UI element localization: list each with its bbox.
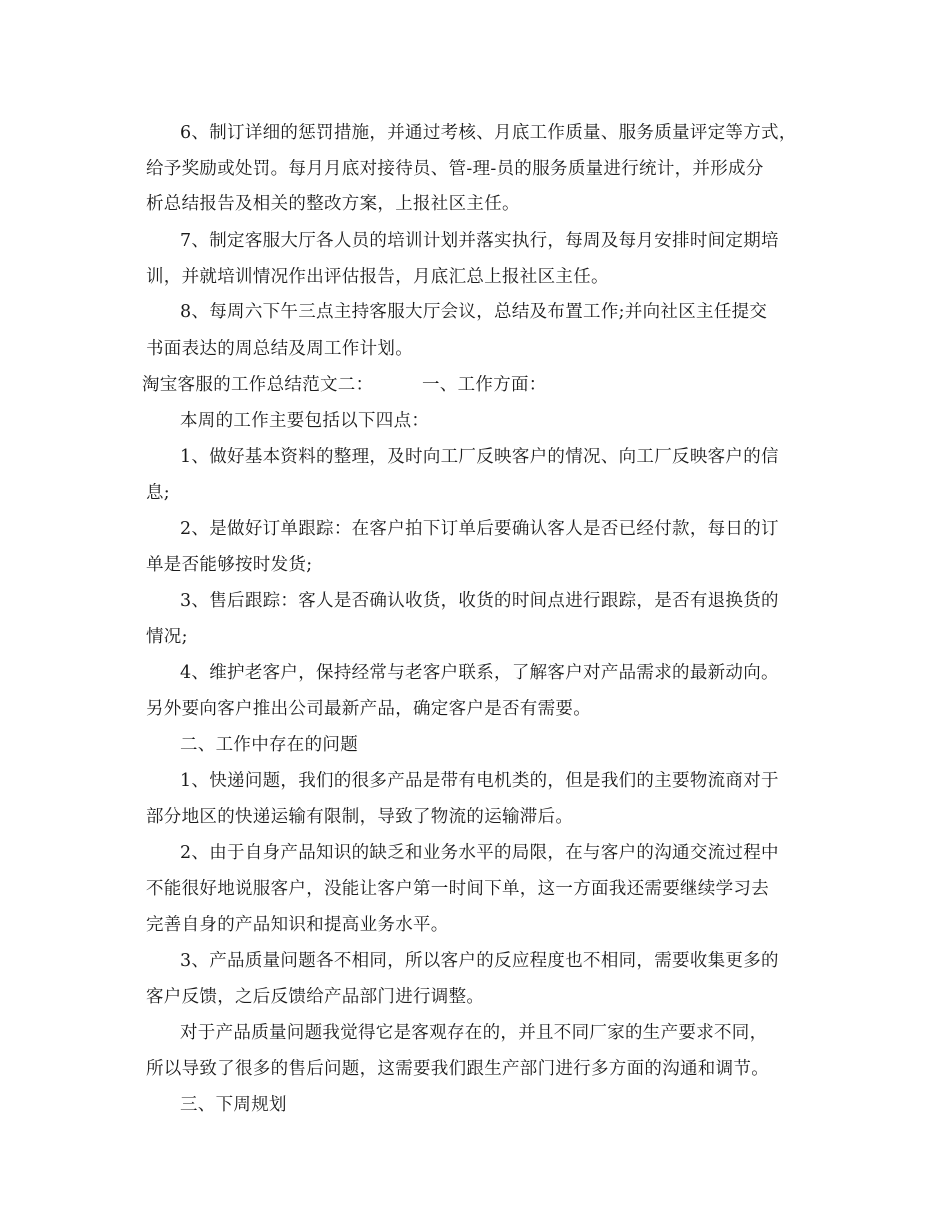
paragraph-line: 析总结报告及相关的整改方案，上报社区主任。	[146, 194, 520, 214]
paragraph-line: 训，并就培训情况作出评估报告，月底汇总上报社区主任。	[146, 267, 609, 287]
paragraph-line: 1、做好基本资料的整理，及时向工厂反映客户的情况、向工厂反映客户的信	[180, 447, 779, 467]
section-heading: 一、工作方面：	[422, 375, 547, 395]
paragraph-line: 6、制订详细的惩罚措施，并通过考核、月底工作质量、服务质量评定等方式，	[180, 123, 797, 143]
paragraph-line: 3、售后跟踪：客人是否确认收货，收货的时间点进行跟踪，是否有退换货的	[180, 591, 779, 611]
section-heading: 二、工作中存在的问题	[180, 735, 358, 755]
paragraph-line: 书面表达的周总结及周工作计划。	[146, 339, 413, 359]
paragraph-line: 息;	[146, 483, 170, 503]
paragraph-line: 7、制定客服大厅各人员的培训计划并落实执行，每周及每月安排时间定期培	[180, 231, 779, 251]
paragraph-line: 所以导致了很多的售后问题，这需要我们跟生产部门进行多方面的沟通和调节。	[146, 1059, 769, 1079]
paragraph-line: 2、是做好订单跟踪：在客户拍下订单后要确认客人是否已经付款，每日的订	[180, 519, 779, 539]
paragraph-line: 情况;	[146, 627, 188, 647]
paragraph-line: 单是否能够按时发货;	[146, 555, 313, 575]
paragraph-line: 1、快递问题，我们的很多产品是带有电机类的，但是我们的主要物流商对于	[180, 771, 779, 791]
paragraph-line: 完善自身的产品知识和提高业务水平。	[146, 915, 449, 935]
paragraph-line: 本周的工作主要包括以下四点：	[180, 411, 430, 431]
paragraph-line: 4、维护老客户，保持经常与老客户联系，了解客户对产品需求的最新动向。	[180, 663, 779, 683]
paragraph-line: 给予奖励或处罚。每月月底对接待员、管-理-员的服务质量进行统计，并形成分	[146, 159, 764, 179]
paragraph-line: 2、由于自身产品知识的缺乏和业务水平的局限，在与客户的沟通交流过程中	[180, 843, 779, 863]
section-heading: 三、下周规划	[180, 1095, 287, 1115]
paragraph-line: 3、产品质量问题各不相同，所以客户的反应程度也不相同，需要收集更多的	[180, 951, 779, 971]
paragraph-line: 不能很好地说服客户，没能让客户第一时间下单，这一方面我还需要继续学习去	[146, 879, 769, 899]
paragraph-line: 对于产品质量问题我觉得它是客观存在的，并且不同厂家的生产要求不同，	[180, 1023, 768, 1043]
paragraph-line: 另外要向客户推出公司最新产品，确定客户是否有需要。	[146, 699, 591, 719]
paragraph-line: 8、每周六下午三点主持客服大厅会议，总结及布置工作;并向社区主任提交	[180, 302, 768, 322]
section-title: 淘宝客服的工作总结范文二：	[142, 375, 374, 395]
paragraph-line: 部分地区的快递运输有限制，导致了物流的运输滞后。	[146, 807, 574, 827]
paragraph-line: 客户反馈，之后反馈给产品部门进行调整。	[146, 987, 485, 1007]
